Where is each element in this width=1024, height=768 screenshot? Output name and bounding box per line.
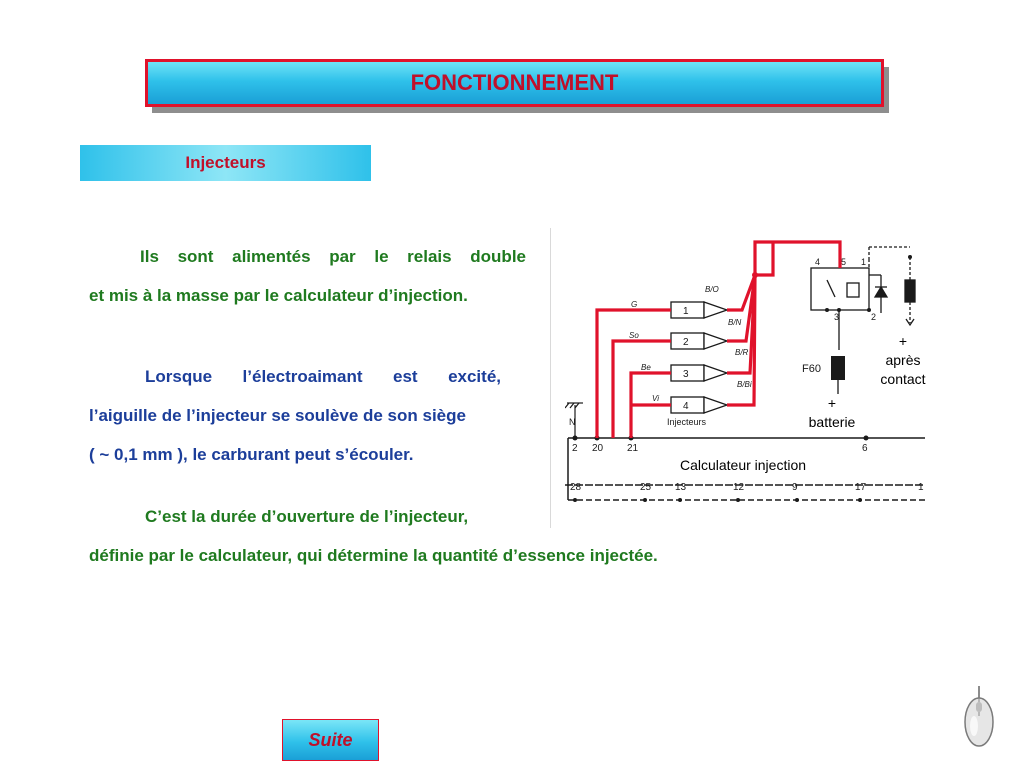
batterie-plus: + (802, 394, 862, 413)
svg-text:So: So (629, 331, 639, 340)
svg-text:3: 3 (683, 369, 689, 380)
section-title: Injecteurs (185, 153, 266, 172)
svg-text:4: 4 (815, 257, 821, 267)
ecu-pin-label: 21 (627, 443, 639, 454)
svg-text:B/N: B/N (728, 318, 742, 327)
paragraph-2-line-3: ( ~ 0,1 mm ), le carburant peut s’écouler. (89, 445, 414, 464)
ecu-pin-label: 25 (640, 482, 652, 493)
relay-pins (815, 257, 876, 322)
svg-text:G: G (631, 300, 638, 309)
mouse-icon[interactable] (962, 686, 996, 753)
ecu-pin-label: 1 (918, 482, 924, 493)
apres-contact-label-2: contact (878, 370, 928, 389)
ecu-pin-label: 20 (592, 443, 604, 454)
paragraph-2-line-2: l’aiguille de l’injecteur se soulève de son siège (89, 406, 466, 425)
paragraph-1-line-1: Ils sont alimentés par le relais double (140, 247, 526, 266)
paragraph-3-line-1: C’est la durée d’ouverture de l’injecteur, (145, 507, 469, 526)
page-title: FONCTIONNEMENT (410, 70, 619, 95)
injectors-label: Injecteurs (667, 417, 707, 427)
svg-text:B/R: B/R (735, 348, 749, 357)
injectors (671, 302, 727, 413)
calculateur-label: Calculateur injection (663, 456, 823, 475)
paragraph-1-line-2: et mis à la masse par le calculateur d’injection. (89, 286, 468, 305)
fuse-f60 (831, 356, 845, 380)
svg-text:3: 3 (834, 312, 840, 322)
svg-text:2: 2 (871, 312, 877, 322)
svg-text:5: 5 (841, 257, 847, 267)
ecu-pin-label: 6 (862, 443, 868, 454)
paragraph-2-line-1: Lorsque l’électroaimant est excité, (145, 367, 501, 386)
svg-text:Vi: Vi (652, 394, 659, 403)
suite-button[interactable] (282, 719, 379, 761)
injection-wiring-diagram (565, 235, 925, 510)
fuse-label: F60 (802, 363, 821, 375)
ecu-pin-label: 17 (855, 482, 867, 493)
svg-text:Be: Be (641, 363, 651, 372)
ecu-pin-label: 13 (675, 482, 687, 493)
ecu-top-pins (572, 443, 868, 454)
svg-text:B/O: B/O (705, 285, 719, 294)
injector-numbers (683, 306, 689, 412)
svg-text:4: 4 (683, 401, 689, 412)
ecu-bottom-pins (570, 482, 924, 493)
ecu-pin-label: 12 (733, 482, 745, 493)
ecu-pin-label: 2 (572, 443, 578, 454)
svg-text:1: 1 (861, 257, 867, 267)
apres-contact-label-1: après (878, 351, 928, 370)
title-banner (145, 59, 884, 107)
ecu-pin-label: 9 (792, 482, 798, 493)
apres-contact-plus: + (878, 332, 928, 351)
suite-label: Suite (308, 729, 353, 750)
svg-text:B/Bi: B/Bi (737, 380, 752, 389)
separator-line (550, 228, 551, 528)
svg-text:2: 2 (683, 337, 689, 348)
svg-text:N: N (569, 417, 576, 427)
section-banner (80, 145, 371, 181)
svg-text:1: 1 (683, 306, 689, 317)
batterie-label: batterie (802, 413, 862, 432)
ecu-pin-label: 28 (570, 482, 582, 493)
paragraph-3-line-2: définie par le calculateur, qui détermine la quantité d’essence injectée. (89, 546, 658, 565)
